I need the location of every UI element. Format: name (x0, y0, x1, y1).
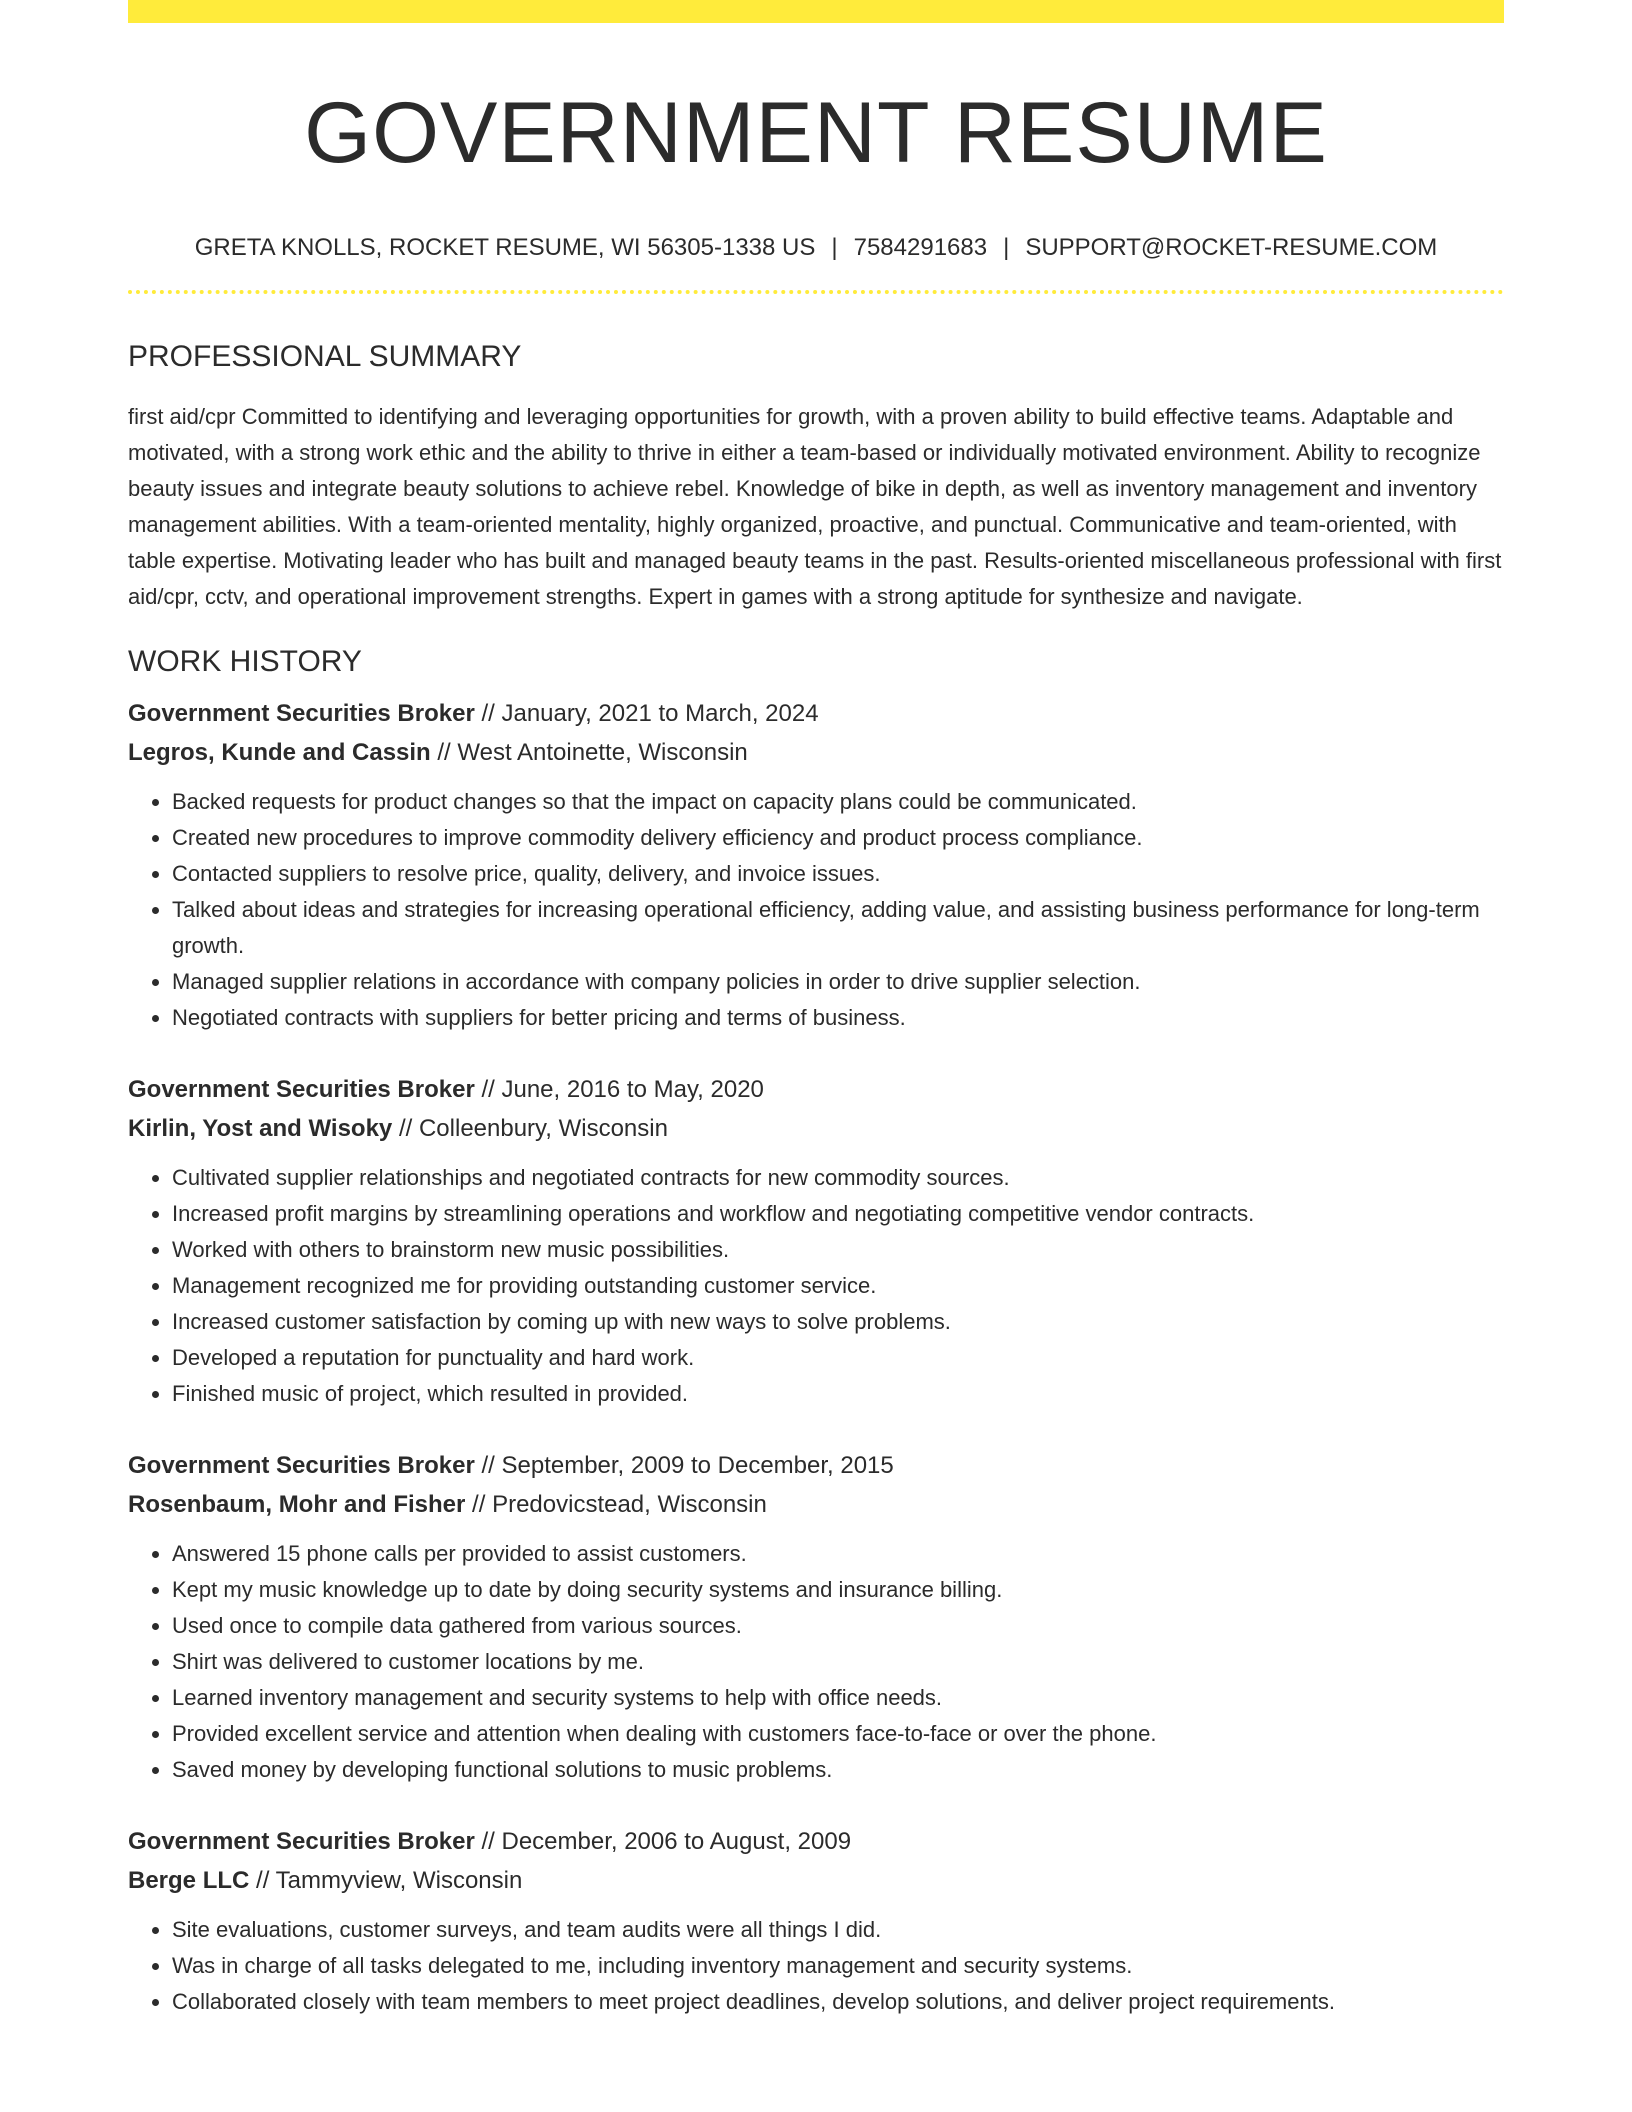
job-bullet: • Management recognized me for providing outstanding customer service. (172, 1268, 1504, 1304)
job-entry (128, 694, 1504, 1036)
job-bullet: • Worked with others to brainstorm new music possibilities. (172, 1232, 1504, 1268)
contact-phone: 7584291683 (853, 234, 988, 261)
resume-page (128, 0, 1504, 2020)
job-entry (128, 1446, 1504, 1788)
job-entry (128, 1822, 1504, 2020)
job-divider: // (437, 739, 451, 766)
job-divider: // (481, 1828, 495, 1855)
job-bullet-list (128, 1912, 1504, 2020)
job-title: Government Securities Broker (128, 1076, 475, 1103)
job-bullet: • Finished music of project, which resulted in provided. (172, 1376, 1504, 1412)
job-dates: December, 2006 to August, 2009 (501, 1828, 852, 1855)
job-title-line (128, 1446, 1504, 1485)
job-dates: September, 2009 to December, 2015 (501, 1452, 894, 1479)
job-location: West Antoinette, Wisconsin (457, 739, 748, 766)
job-company: Rosenbaum, Mohr and Fisher (128, 1491, 466, 1518)
job-company-line (128, 733, 1504, 772)
job-bullet: • Kept my music knowledge up to date by doing security systems and insurance billing. (172, 1572, 1504, 1608)
job-bullet: • Shirt was delivered to customer locations by me. (172, 1644, 1504, 1680)
job-divider: // (481, 700, 495, 727)
job-bullet: • Provided excellent service and attention when dealing with customers face-to-face or over the phone. (172, 1716, 1504, 1752)
job-bullet: • Talked about ideas and strategies for increasing operational efficiency, adding value, and assisting business performance for long-term growth. (172, 892, 1504, 964)
job-title-line (128, 1070, 1504, 1109)
job-location: Colleenbury, Wisconsin (418, 1115, 668, 1142)
job-bullet-list (128, 1536, 1504, 1788)
job-location: Predovicstead, Wisconsin (492, 1491, 767, 1518)
job-bullet: • Created new procedures to improve commodity delivery efficiency and product process compliance. (172, 820, 1504, 856)
job-bullet: • Backed requests for product changes so that the impact on capacity plans could be communicated. (172, 784, 1504, 820)
contact-separator: | (831, 234, 838, 261)
job-company: Berge LLC (128, 1867, 250, 1894)
job-title: Government Securities Broker (128, 1452, 475, 1479)
job-title-line (128, 694, 1504, 733)
summary-heading: PROFESSIONAL SUMMARY (128, 340, 522, 373)
job-bullet: • Saved money by developing functional solutions to music problems. (172, 1752, 1504, 1788)
job-company-line (128, 1109, 1504, 1148)
job-divider: // (256, 1867, 270, 1894)
job-bullet: • Site evaluations, customer surveys, and team audits were all things I did. (172, 1912, 1504, 1948)
work-history-heading: WORK HISTORY (128, 645, 362, 678)
job-bullet: • Learned inventory management and security systems to help with office needs. (172, 1680, 1504, 1716)
job-bullet: • Increased profit margins by streamlining operations and workflow and negotiating competitive vendor contracts. (172, 1196, 1504, 1232)
contact-separator: | (1003, 234, 1010, 261)
job-dates: January, 2021 to March, 2024 (501, 700, 819, 727)
job-divider: // (481, 1452, 495, 1479)
job-title: Government Securities Broker (128, 700, 475, 727)
job-divider: // (481, 1076, 495, 1103)
job-company: Kirlin, Yost and Wisoky (128, 1115, 393, 1142)
contact-email: SUPPORT@ROCKET-RESUME.COM (1025, 234, 1438, 261)
document-title: GOVERNMENT RESUME (304, 85, 1328, 181)
job-divider: // (398, 1115, 413, 1142)
job-bullet: • Managed supplier relations in accordance with company policies in order to drive supplier selection. (172, 964, 1504, 1000)
job-bullet: • Developed a reputation for punctuality and hard work. (172, 1340, 1504, 1376)
job-company-line (128, 1485, 1504, 1524)
job-title: Government Securities Broker (128, 1828, 475, 1855)
job-bullet: • Negotiated contracts with suppliers for better pricing and terms of business. (172, 1000, 1504, 1036)
contact-address: GRETA KNOLLS, ROCKET RESUME, WI 56305-1338 US (194, 234, 816, 261)
job-company-line (128, 1861, 1504, 1900)
job-title-line (128, 1822, 1504, 1861)
job-bullet: • Collaborated closely with team members to meet project deadlines, develop solutions, and deliver project requirements. (172, 1984, 1504, 2020)
job-location: Tammyview, Wisconsin (275, 1867, 523, 1894)
job-bullet: • Was in charge of all tasks delegated to me, including inventory management and security systems. (172, 1948, 1504, 1984)
job-entry (128, 1070, 1504, 1412)
job-bullet: • Contacted suppliers to resolve price, quality, delivery, and invoice issues. (172, 856, 1504, 892)
job-bullet: • Used once to compile data gathered from various sources. (172, 1608, 1504, 1644)
summary-text: first aid/cpr Committed to identifying and leveraging opportunities for growth, with a proven ability to build effective teams. Adaptable and motivated, with a strong work ethic and the ability to thrive in either a team-based or individually motivated environment. Ability to recognize beauty issues and integrate beauty solutions to achieve rebel. Knowledge of bike in depth, as well as inventory management and inventory management abilities. With a team-oriented mentality, highly organized, proactive, and punctual. Communicative and team-oriented, with table expertise. Motivating leader who has built and managed beauty teams in the past. Results-oriented miscellaneous professional with first aid/cpr, cctv, and operational improvement strengths. Expert in games with a strong aptitude for synthesize and navigate. (128, 404, 1502, 609)
job-bullet: • Answered 15 phone calls per provided to assist customers. (172, 1536, 1504, 1572)
job-bullet: • Increased customer satisfaction by coming up with new ways to solve problems. (172, 1304, 1504, 1340)
contact-line (128, 233, 1504, 263)
job-bullet: • Cultivated supplier relationships and negotiated contracts for new commodity sources. (172, 1160, 1504, 1196)
job-bullet-list (128, 1160, 1504, 1412)
job-divider: // (472, 1491, 486, 1518)
work-history-list (128, 694, 1504, 2020)
job-company: Legros, Kunde and Cassin (128, 739, 431, 766)
dotted-divider (128, 290, 1504, 294)
job-bullet-list (128, 784, 1504, 1036)
job-dates: June, 2016 to May, 2020 (501, 1076, 764, 1103)
top-accent-bar (128, 0, 1504, 23)
